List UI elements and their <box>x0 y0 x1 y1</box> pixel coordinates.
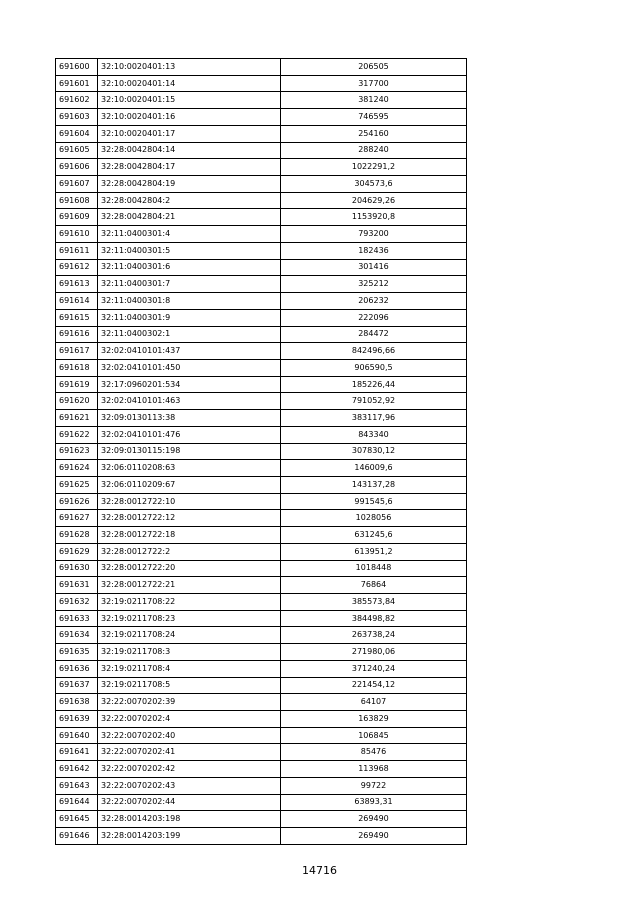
row-id-cell: 691615 <box>56 309 98 326</box>
data-table <box>55 58 467 845</box>
cadastral-number-cell: 32:28:0014203:198 <box>98 811 281 828</box>
cadastral-number-cell: 32:28:0012722:2 <box>98 543 281 560</box>
cadastral-number-cell: 32:22:0070202:4 <box>98 711 281 728</box>
table-row <box>56 828 467 845</box>
value-cell: 325212 <box>281 276 467 293</box>
table-row <box>56 660 467 677</box>
value-cell: 791052,92 <box>281 393 467 410</box>
row-id-cell: 691608 <box>56 192 98 209</box>
table-row <box>56 560 467 577</box>
table-row <box>56 376 467 393</box>
cadastral-number-cell: 32:02:0410101:463 <box>98 393 281 410</box>
cadastral-number-cell: 32:10:0020401:16 <box>98 109 281 126</box>
row-id-cell: 691636 <box>56 660 98 677</box>
row-id-cell: 691618 <box>56 359 98 376</box>
row-id-cell: 691619 <box>56 376 98 393</box>
cadastral-number-cell: 32:28:0012722:10 <box>98 493 281 510</box>
table-row <box>56 711 467 728</box>
table-row <box>56 142 467 159</box>
cadastral-number-cell: 32:11:0400301:9 <box>98 309 281 326</box>
value-cell: 206505 <box>281 59 467 76</box>
value-cell: 288240 <box>281 142 467 159</box>
value-cell: 317700 <box>281 75 467 92</box>
value-cell: 1018448 <box>281 560 467 577</box>
value-cell: 384498,82 <box>281 610 467 627</box>
cadastral-number-cell: 32:11:0400301:4 <box>98 226 281 243</box>
cadastral-number-cell: 32:02:0410101:437 <box>98 343 281 360</box>
cadastral-number-cell: 32:28:0042804:17 <box>98 159 281 176</box>
table-row <box>56 242 467 259</box>
row-id-cell: 691626 <box>56 493 98 510</box>
row-id-cell: 691634 <box>56 627 98 644</box>
row-id-cell: 691605 <box>56 142 98 159</box>
row-id-cell: 691637 <box>56 677 98 694</box>
row-id-cell: 691616 <box>56 326 98 343</box>
row-id-cell: 691624 <box>56 460 98 477</box>
cadastral-number-cell: 32:19:0211708:5 <box>98 677 281 694</box>
cadastral-number-cell: 32:28:0012722:20 <box>98 560 281 577</box>
row-id-cell: 691630 <box>56 560 98 577</box>
value-cell: 269490 <box>281 828 467 845</box>
value-cell: 163829 <box>281 711 467 728</box>
cadastral-number-cell: 32:10:0020401:13 <box>98 59 281 76</box>
cadastral-number-cell: 32:11:0400301:8 <box>98 293 281 310</box>
row-id-cell: 691621 <box>56 410 98 427</box>
table-row <box>56 460 467 477</box>
table-row <box>56 92 467 109</box>
cadastral-number-cell: 32:02:0410101:450 <box>98 359 281 376</box>
table-row <box>56 610 467 627</box>
value-cell: 991545,6 <box>281 493 467 510</box>
cadastral-number-cell: 32:28:0042804:2 <box>98 192 281 209</box>
cadastral-number-cell: 32:28:0012722:12 <box>98 510 281 527</box>
table-row <box>56 677 467 694</box>
table-row <box>56 510 467 527</box>
value-cell: 221454,12 <box>281 677 467 694</box>
row-id-cell: 691643 <box>56 777 98 794</box>
table-row <box>56 276 467 293</box>
table-row <box>56 176 467 193</box>
row-id-cell: 691607 <box>56 176 98 193</box>
table-row <box>56 192 467 209</box>
table-row <box>56 426 467 443</box>
table-row <box>56 577 467 594</box>
value-cell: 85476 <box>281 744 467 761</box>
table-row <box>56 493 467 510</box>
table-row <box>56 543 467 560</box>
table-row <box>56 476 467 493</box>
row-id-cell: 691633 <box>56 610 98 627</box>
value-cell: 64107 <box>281 694 467 711</box>
table-row <box>56 209 467 226</box>
cadastral-number-cell: 32:19:0211708:23 <box>98 610 281 627</box>
cadastral-number-cell: 32:19:0211708:22 <box>98 594 281 611</box>
table-row <box>56 443 467 460</box>
table-row <box>56 393 467 410</box>
cadastral-number-cell: 32:22:0070202:41 <box>98 744 281 761</box>
value-cell: 185226,44 <box>281 376 467 393</box>
value-cell: 269490 <box>281 811 467 828</box>
cadastral-number-cell: 32:28:0042804:21 <box>98 209 281 226</box>
value-cell: 99722 <box>281 777 467 794</box>
value-cell: 106845 <box>281 727 467 744</box>
value-cell: 271980,06 <box>281 644 467 661</box>
value-cell: 304573,6 <box>281 176 467 193</box>
cadastral-number-cell: 32:09:0130113:38 <box>98 410 281 427</box>
row-id-cell: 691635 <box>56 644 98 661</box>
row-id-cell: 691620 <box>56 393 98 410</box>
value-cell: 381240 <box>281 92 467 109</box>
row-id-cell: 691632 <box>56 594 98 611</box>
table-row <box>56 627 467 644</box>
value-cell: 843340 <box>281 426 467 443</box>
value-cell: 143137,28 <box>281 476 467 493</box>
value-cell: 254160 <box>281 125 467 142</box>
table-row <box>56 761 467 778</box>
cadastral-number-cell: 32:09:0130115:198 <box>98 443 281 460</box>
row-id-cell: 691612 <box>56 259 98 276</box>
value-cell: 385573,84 <box>281 594 467 611</box>
cadastral-number-cell: 32:22:0070202:39 <box>98 694 281 711</box>
cadastral-number-cell: 32:02:0410101:476 <box>98 426 281 443</box>
cadastral-number-cell: 32:28:0014203:199 <box>98 828 281 845</box>
value-cell: 631245,6 <box>281 527 467 544</box>
table-row <box>56 777 467 794</box>
table-row <box>56 343 467 360</box>
table-row <box>56 109 467 126</box>
cadastral-number-cell: 32:22:0070202:42 <box>98 761 281 778</box>
row-id-cell: 691613 <box>56 276 98 293</box>
page-number: 14716 <box>302 864 337 877</box>
value-cell: 76864 <box>281 577 467 594</box>
table-body <box>56 59 467 845</box>
row-id-cell: 691603 <box>56 109 98 126</box>
cadastral-number-cell: 32:19:0211708:24 <box>98 627 281 644</box>
row-id-cell: 691641 <box>56 744 98 761</box>
row-id-cell: 691617 <box>56 343 98 360</box>
value-cell: 1028056 <box>281 510 467 527</box>
row-id-cell: 691629 <box>56 543 98 560</box>
row-id-cell: 691631 <box>56 577 98 594</box>
cadastral-number-cell: 32:28:0042804:14 <box>98 142 281 159</box>
cadastral-number-cell: 32:10:0020401:14 <box>98 75 281 92</box>
row-id-cell: 691623 <box>56 443 98 460</box>
table-row <box>56 811 467 828</box>
value-cell: 793200 <box>281 226 467 243</box>
value-cell: 307830,12 <box>281 443 467 460</box>
row-id-cell: 691609 <box>56 209 98 226</box>
row-id-cell: 691628 <box>56 527 98 544</box>
cadastral-number-cell: 32:10:0020401:15 <box>98 92 281 109</box>
row-id-cell: 691606 <box>56 159 98 176</box>
table-row <box>56 326 467 343</box>
row-id-cell: 691622 <box>56 426 98 443</box>
value-cell: 1022291,2 <box>281 159 467 176</box>
row-id-cell: 691645 <box>56 811 98 828</box>
row-id-cell: 691604 <box>56 125 98 142</box>
row-id-cell: 691644 <box>56 794 98 811</box>
table-row <box>56 727 467 744</box>
value-cell: 301416 <box>281 259 467 276</box>
row-id-cell: 691642 <box>56 761 98 778</box>
table-row <box>56 527 467 544</box>
row-id-cell: 691611 <box>56 242 98 259</box>
value-cell: 383117,96 <box>281 410 467 427</box>
cadastral-number-cell: 32:28:0042804:19 <box>98 176 281 193</box>
table-row <box>56 359 467 376</box>
cadastral-number-cell: 32:06:0110209:67 <box>98 476 281 493</box>
table-row <box>56 293 467 310</box>
cadastral-number-cell: 32:22:0070202:43 <box>98 777 281 794</box>
row-id-cell: 691602 <box>56 92 98 109</box>
cadastral-number-cell: 32:11:0400301:7 <box>98 276 281 293</box>
value-cell: 182436 <box>281 242 467 259</box>
cadastral-number-cell: 32:28:0012722:21 <box>98 577 281 594</box>
value-cell: 906590,5 <box>281 359 467 376</box>
table-row <box>56 75 467 92</box>
cadastral-number-cell: 32:19:0211708:3 <box>98 644 281 661</box>
row-id-cell: 691627 <box>56 510 98 527</box>
value-cell: 842496,66 <box>281 343 467 360</box>
cadastral-number-cell: 32:22:0070202:44 <box>98 794 281 811</box>
value-cell: 746595 <box>281 109 467 126</box>
value-cell: 1153920,8 <box>281 209 467 226</box>
value-cell: 371240,24 <box>281 660 467 677</box>
table-row <box>56 159 467 176</box>
row-id-cell: 691640 <box>56 727 98 744</box>
value-cell: 284472 <box>281 326 467 343</box>
cadastral-number-cell: 32:22:0070202:40 <box>98 727 281 744</box>
value-cell: 222096 <box>281 309 467 326</box>
cadastral-number-cell: 32:17:0960201:534 <box>98 376 281 393</box>
table-row <box>56 226 467 243</box>
table-row <box>56 694 467 711</box>
value-cell: 63893,31 <box>281 794 467 811</box>
row-id-cell: 691614 <box>56 293 98 310</box>
row-id-cell: 691646 <box>56 828 98 845</box>
row-id-cell: 691625 <box>56 476 98 493</box>
cadastral-number-cell: 32:11:0400301:6 <box>98 259 281 276</box>
table-row <box>56 410 467 427</box>
table-row <box>56 744 467 761</box>
value-cell: 204629,26 <box>281 192 467 209</box>
row-id-cell: 691601 <box>56 75 98 92</box>
row-id-cell: 691600 <box>56 59 98 76</box>
cadastral-number-cell: 32:10:0020401:17 <box>98 125 281 142</box>
table-row <box>56 594 467 611</box>
cadastral-number-cell: 32:28:0012722:18 <box>98 527 281 544</box>
table-row <box>56 309 467 326</box>
row-id-cell: 691639 <box>56 711 98 728</box>
table-row <box>56 794 467 811</box>
value-cell: 613951,2 <box>281 543 467 560</box>
table-row <box>56 59 467 76</box>
value-cell: 146009,6 <box>281 460 467 477</box>
value-cell: 263738,24 <box>281 627 467 644</box>
table-row <box>56 125 467 142</box>
row-id-cell: 691610 <box>56 226 98 243</box>
cadastral-number-cell: 32:06:0110208:63 <box>98 460 281 477</box>
value-cell: 206232 <box>281 293 467 310</box>
table-row <box>56 259 467 276</box>
cadastral-number-cell: 32:19:0211708:4 <box>98 660 281 677</box>
table-row <box>56 644 467 661</box>
value-cell: 113968 <box>281 761 467 778</box>
cadastral-number-cell: 32:11:0400301:5 <box>98 242 281 259</box>
row-id-cell: 691638 <box>56 694 98 711</box>
cadastral-number-cell: 32:11:0400302:1 <box>98 326 281 343</box>
